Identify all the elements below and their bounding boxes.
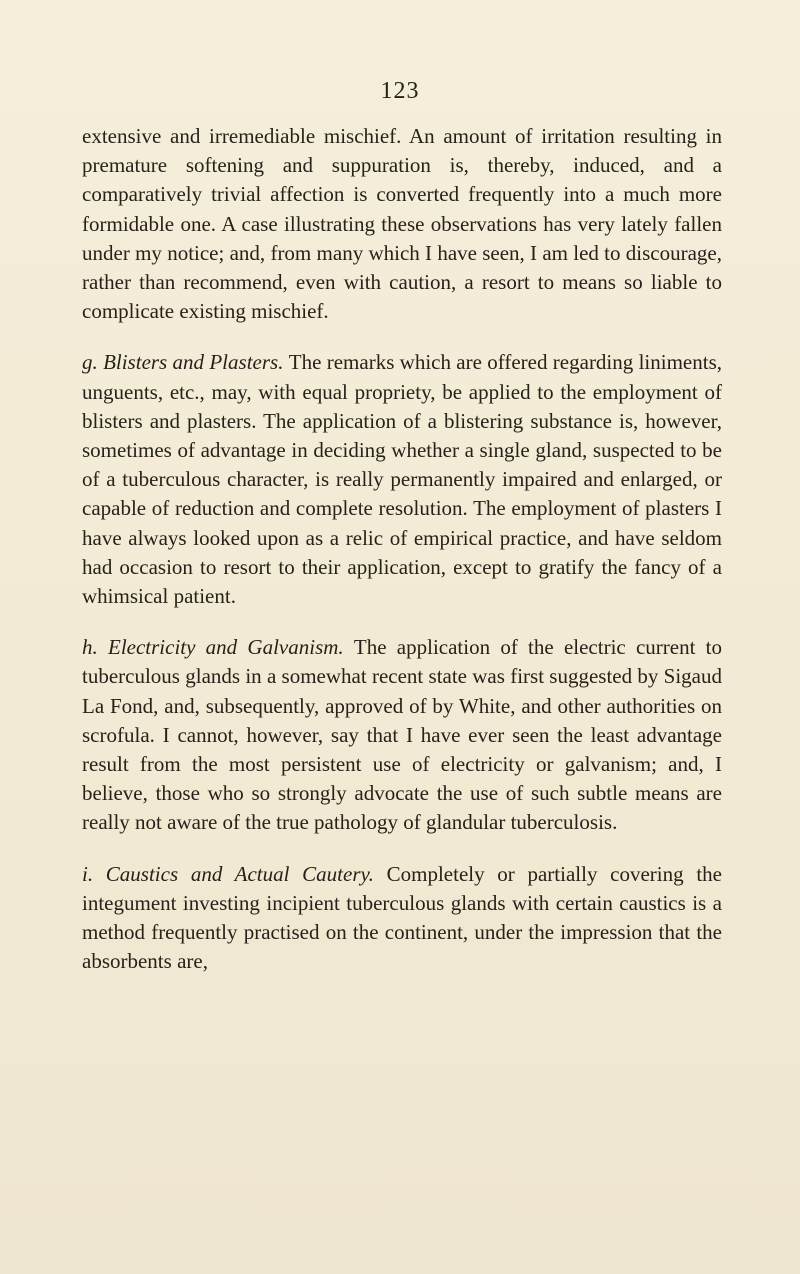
paragraph-continuation: [82, 122, 722, 326]
section-heading-i: i. Caustics and Actual Cautery.: [82, 861, 387, 886]
paragraph-blisters-and-plasters: [82, 348, 722, 611]
paragraph-text: The application of the electric current to tuberculous glands in a somewhat recent state was first suggested by Sigaud La Fond, and, subsequently, approved of by White, and other authorities on scrofula. I cannot, however, say that I have ever seen the least advantage result from the most persistent use of electricity or galvanism; and, I believe, those who so strongly advocate the use of such subtle means are really not aware of the true pathology of glandular tuberculosis.: [82, 635, 722, 835]
paragraph-electricity-and-galvanism: [82, 633, 722, 837]
paragraph-text: The remarks which are offered regarding liniments, unguents, etc., may, with equal propriety, be applied to the employment of blisters and plasters. The application of a blistering substance is, however, sometimes of advantage in deciding whether a single gland, suspected to be of a tuberculous character, is really permanently impaired and enlarged, or capable of reduction and complete resolution. The employment of plasters I have always looked upon as a relic of empirical practice, and have seldom had occasion to resort to their application, except to gratify the fancy of a whimsical patient.: [82, 350, 722, 609]
section-heading-g: g. Blisters and Plasters.: [82, 350, 289, 375]
page-body: [82, 122, 722, 998]
section-heading-h: h. Electricity and Galvanism.: [82, 635, 354, 660]
page-number: 123: [380, 78, 420, 104]
paragraph-caustics-and-cautery: [82, 860, 722, 977]
paragraph-text: extensive and irremediable mischief. An amount of irritation resulting in premature softening and suppuration is, thereby, induced, and a comparatively trivial affection is converted frequently into a much more formidable one. A case illustrating these observations has very lately fallen under my notice; and, from many which I have seen, I am led to discourage, rather than recommend, even with caution, a resort to means so liable to complicate existing mischief.: [82, 124, 722, 324]
paragraph-text: Completely or partially covering the integument investing incipient tuberculous glands with certain caustics is a method frequently practised on the continent, under the impression that the absorbents are,: [82, 861, 722, 974]
